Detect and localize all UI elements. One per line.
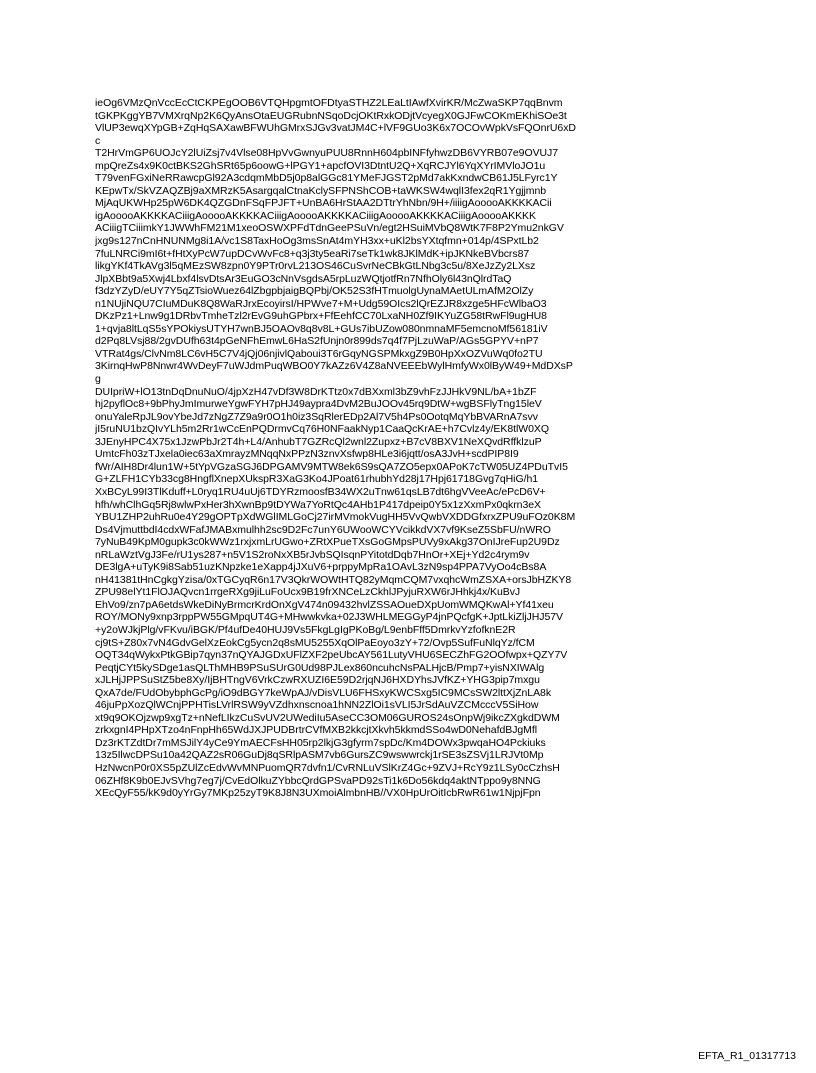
text-line: XEcQyF55/kK9d0yYrGy7MKp25zyT9K8J8N3UXmoiAlmbnHB//VX0HpUrOitIcbRwR61w1NjpjFpn — [95, 787, 541, 800]
encoded-text-block — [95, 97, 735, 800]
text-line: g — [95, 373, 101, 386]
text-line: YBU1ZHP2uhRu0e4Y29gOPTpXdWGlIMLGoCj27irMVmokVugHH5VvQwbVXDDGfxrxZPU9uFOz0K8M — [95, 511, 576, 524]
text-line: T2HrVmGP6UOJcY2lUiZsj7v4Vlse08HpVvGwnyuPUU8RnnH604pbINFfyhwzDB6VYRB07e9OVUJ7 — [95, 147, 559, 160]
text-line: tGKPKggYB7VMXrqNp2K6QyAnsOtaEUGRubnNSqoDcjOKtRxkODjtVcyegX0GJFwCOKmEKhiSOe3t — [95, 109, 567, 122]
text-line: 13z5IlwcDPSu10a42QAZ2sR06GuDj8qSRlpASM7vb6GursZC9wswwrckj1rSE3sZSVj1LRJVt0Mp — [95, 749, 544, 762]
text-line: XxBCyL99I3TlKduff+L0ryq1RU4uUj6TDYRzmoosfB34WX2uTnw61qsLB7dt6hgVVeeAc/ePcD6V+ — [95, 485, 546, 498]
text-line: nH41381tHnCgkgYzisa/0xTGCyqR6n17V3QkrWOWtHTQ82yMqmCQM7vxqhcWmZSXA+orsJbHZKY8 — [95, 573, 572, 586]
text-line: cj9tS+Z80x7vN4GdvGelXzEokCg5ycn2q8sMU5255XqOlPaEoyo3zY+72/Ovp5SufFuNlqYz/fCM — [95, 636, 535, 649]
document-id-footer: EFTA_R1_01317713 — [698, 1050, 796, 1062]
text-line: ACiiigTCiiimkY1JWWhFM21M1xeoOSWXPFdTdnGeePSuVn/egt2HSuiMVbQ8WtK7F8P2Ymu2nkGV — [95, 222, 564, 235]
text-line: 3KirnqHwP8Nnwr4WvDeyF7uWJdmPuqWBO0Y7kAZz6V4Z8aNVEEEbWylHmfyWx0lByW49+MdDXsP — [95, 360, 573, 373]
text-line: hj2pyflOc8+9bPhyJmImurweYgwFYH7pHJ49aypra4DvM2BuJOOv45rq9DtW+wgBSFlyTng15leV — [95, 398, 542, 411]
text-line: VTRat4gs/ClvNm8LC6vH5C7V4jQj06njivlQaboui3T6rGqyNGSPMkxgZ9B0HpXxOZVuWq0fo2TU — [95, 347, 543, 360]
text-line: likgYKf4TkAVg3l5qMEzSW8zpn0Y9PTr0rvL213OS46CuSvrNeCBkGtLNbg3c5u/8XeJzZy2LXsz — [95, 260, 536, 273]
text-line: n1NUjiNQU7CIuMDuK8Q8WaRJrxEcoyirsI/HPWve7+M+Udg59OIcs2lQrEZJR8xzge5HFcWlbaO3 — [95, 297, 547, 310]
text-line: jxg9s127nCnHNUNMg8i1A/vc1S8TaxHoOg3msSnAt4mYH3xx+uKl2bsYXtqfmn+014p/4SPxtLb2 — [95, 235, 539, 248]
text-line: ROY/MONy9xnp3rppPW55GMpqUT4G+MHwwkvka+02J3WHLMEGGyP4jnPQcfgK+JptLkiZljJHJ57V — [95, 611, 563, 624]
text-line: xt9q9OKOjzwp9xgTz+nNefLIkzCuSvUV2UWediIu5AseCC3OM06GUROS24sOnpWj9ikcZXgkdDWM — [95, 711, 560, 724]
text-line: G+ZLFH1CYb33cg8HngflXnepXUkspR3XaG3Ko4JPoat61rhubhYd28j17Hpj61718Gvg7qHiG/h1 — [95, 473, 539, 486]
text-line: HzNwcnP0r0XS5pZUlZcEdvWvMNPuomQR7dvfn1/CvRNLuVSlKrZ4Gc+9ZVJ+RcY9z1LSy0cCzhsH — [95, 761, 560, 774]
text-line: OQT34qWykxPtkGBip7qyn37nQYAJGDxUFlZXF2peUbcAY561LutyVHU6SECZhFG2OOfwpx+QZY7V — [95, 649, 568, 662]
text-line: fWr/AIH8Dr4lun1W+5tYpVGzaSGJ6DPGAMV9MTW8ek6S9sQA7ZO5epx0APoK7cTW05UZ4PDuTvI5 — [95, 460, 568, 473]
text-line: 1+qvja8ltLqS5sYPOkiysUTYH7wnBJ5OAOv8q8v8L+GUs7ibUZow080nmnaMF5emcnoMf56181iV — [95, 322, 548, 335]
text-line: Ds4VjmuttbdI4cdxWFafJMABxmulhh2sc9D2Fc7unY6UWooWCYVcikkdVX7vf9KseZ5SbFU/nWRO — [95, 523, 551, 536]
text-line: 7fuLNRCi9mI6t+fHtXyPcW7upDCvWvFc8+q3j3ty5eaRi7seTk1wk8JKlMdK+ipJKNkeBVbcrs87 — [95, 247, 530, 260]
text-line: T79venFGxiNeRRawcpGl92A3cdqmMbD5j0p8alGGc81YMeFJGST2pMd7akKxndwCB61J5LFyrc1Y — [95, 172, 558, 185]
text-line: DE3lgA+uTyK9i8Sab51uzKNpzke1eXapp4jJXuV6+prppyMpRa1OAvL3zN9sp4PPA7VyOo4cBs8A — [95, 561, 547, 574]
text-line: +y2oWJkjPlg/vFKvu/iBGK/Pf4ufDe40HUJ9Vs5FkgLgIgPKoBg/L9enbFff5DmrkvYzfofknE2R — [95, 623, 516, 636]
text-line: jI5ruNU1bzQIvYLh5m2Rr1wCcEnPQDrmvCq76H0NFaakNyp1CaaQcKrAE+h7Cvlz4y/EK8tlW0XQ — [95, 423, 549, 436]
text-line: UmtcFh03zTJxela0iec63aXmrayzMNqqNxPPzN3znvXsfwp8HLe3i6jqtt/osA3JvH+scdPIP8I9 — [95, 448, 519, 461]
text-line: 46juPpXozQlWCnjPPHTisLVrlRSW9yVZdhxnscnoa1hNN2ZlOi1sVLI5JrSdAuVZCMcccV5SiHow — [95, 699, 539, 712]
text-line: PeqtjCYt5kySDge1asQLThMHB9PSuSUrG0Ud98PJLex860ncuhcNsPALHjcB/Pmp7+yisNXIWAlg — [95, 661, 545, 674]
text-line: 06ZHf8K9b0EJvSVhg7eg7j/CvEdOlkuZYbbcQrdGPSvaPD92sTi1k6Do56kdq4aktNTppo9y8NNG — [95, 774, 541, 787]
text-line: KEpwTx/SkVZAQZBj9aXMRzK5AsargqalCtnaKclySFPNShCOB+taWKSW4wqlI3fex2qR1Ygjjmnb — [95, 184, 547, 197]
text-line: 3JEnyHPC4X75x1JzwPbJr2T4h+L4/AnhubT7GZRcQl2wnl2Zupxz+B7cV8BXV1NeXQvdRffklzuP — [95, 435, 542, 448]
text-line: JlpXBbt9a5Xwj4Lbxf4lsvDtsAr3EuGO3cNnVsgdsA5rpLuzWQtjotfRn7NfhOly6l43nQlrdTaQ — [95, 272, 512, 285]
text-line: DKzPz1+Lnw9g1DRbvTmheTzl2rEvG9uhGPbrx+FfEehfCC70LxaNH0Zf9IKYuZG58tRwFl9ugHU8 — [95, 310, 547, 323]
text-line: onuYaleRpJL9ovYbeJd7zNgZ7Z9a9r0O1h0iz3SqRlerEDp2Al7V5h4Ps0OotqMqYbBVARnA7svv — [95, 410, 538, 423]
text-line: d2Pq8LVsj88/2gvDUfh63t4pGeNFhEmwL6HaS2fUnjn0r899ds7q4f7PjLzuWaP/AGs5GPYV+nP7 — [95, 335, 539, 348]
text-line: zrkxgnI4PHpXTzo4nFnpHh65WdJXJPUDBrtrCVfMXB2kkcjtXkvh5kkmdSSo4wD0NehafdBJgMfl — [95, 724, 538, 737]
text-line: mpQreZs4x9K0ctBKS2GhSRt65p6oowG+lPGY1+apcfOVI3DtntU2Q+XqRCJYl6YqXYrIMVloJO1u — [95, 159, 546, 172]
text-line: c — [95, 134, 101, 147]
text-line: Dz3rKTZdtDr7mMSJilY4yCe9YmAECFsHH05rp2lkjG3gfyrm7spDc/Km4DOWx3pwqaHO4Pckiuks — [95, 736, 546, 749]
text-line: DUIpriW+lO13tnDqDnuNuO/4jpXzH47vDf3W8DrKTtz0x7dBXxml3bZ9vhFzJJHkV9NL/bA+1bZF — [95, 385, 537, 398]
text-line: ieOg6VMzQnVccEcCtCKPEgOOB6VTQHpgmtOFDtyaSTHZ2LEaLtIAwfXvirKR/McZwaSKP7qqBnvm — [95, 97, 563, 109]
text-line: f3dzYZyD/eUY7Y5qZTsioWuez64lZbgpbjaigBQPbj/OK52S3fHTmuolgUynaMAetULmAfM2OlZy — [95, 285, 534, 298]
text-line: hfh/whClhGq5Rj8wlwPxHer3hXwnBp9tDYWa7YoRtQc4AHb1P417dpeip0Y5x1zXxmPx0qkrn3eX — [95, 498, 541, 511]
text-line: nRLaWztVgJ3Fe/rU1ys287+n5V1S2roNxXB5rJvbSQIsqnPYitotdDqb7HnOr+XEj+Yd2c4rym9v — [95, 548, 530, 561]
text-line: xJLHjJPPSuStZ5be8Xy/IjBHTngV6VrkCzwRXUZI6E59D2rjqNJ6HXDYhsJVfKZ+YHG3pip7mxgu — [95, 674, 540, 687]
text-line: EhVo9/zn7pA6etdsWkeDiNyBrmcrKrdOnXgV474n09432hvlZSSAOueDXpUomWMQKwAl+Yf41xeu — [95, 598, 554, 611]
text-line: VlUP3ewqXYpGB+ZqHqSAXawBFWUhGMrxSJGv3vatJM4C+lVF9GUo3K6x7OCOvWpkVsFQOnrU6xD — [95, 122, 576, 135]
text-line: igAooooAKKKKACiiigAooooAKKKKACiiigAooooAKKKKACiiigAooooAKKKKACiiigAooooAKKKK — [95, 209, 536, 222]
text-line: MjAqUKWHp25pW6DK4QZGDnFSqFPJFT+UnBA6HrStAA2DTtrYhNbn/9H+/iiiigAooooAKKKKACii — [95, 197, 552, 210]
text-line: 7yNuB49KpM0gupk3c0kWWz1rxjxmLrUGwo+ZRtXPueTXsGoGMpsPUVy9xAkg37OnIJreFup2U9Dz — [95, 536, 560, 549]
text-line: QxA7de/FUdObybphGcPg/iO9dBGY7keWpAJ/vDisVLU6FHSxyKWCSxg5IC9MCsSW2lttXjZnLA8k — [95, 686, 552, 699]
text-line: ZPU98elYt1FlOJAQvcn1rrgeRXg9jiLuFoUcx9B19frXNCeLzCkhlJPyjuRXW6rJHhkj4x/KuBvJ — [95, 586, 521, 599]
